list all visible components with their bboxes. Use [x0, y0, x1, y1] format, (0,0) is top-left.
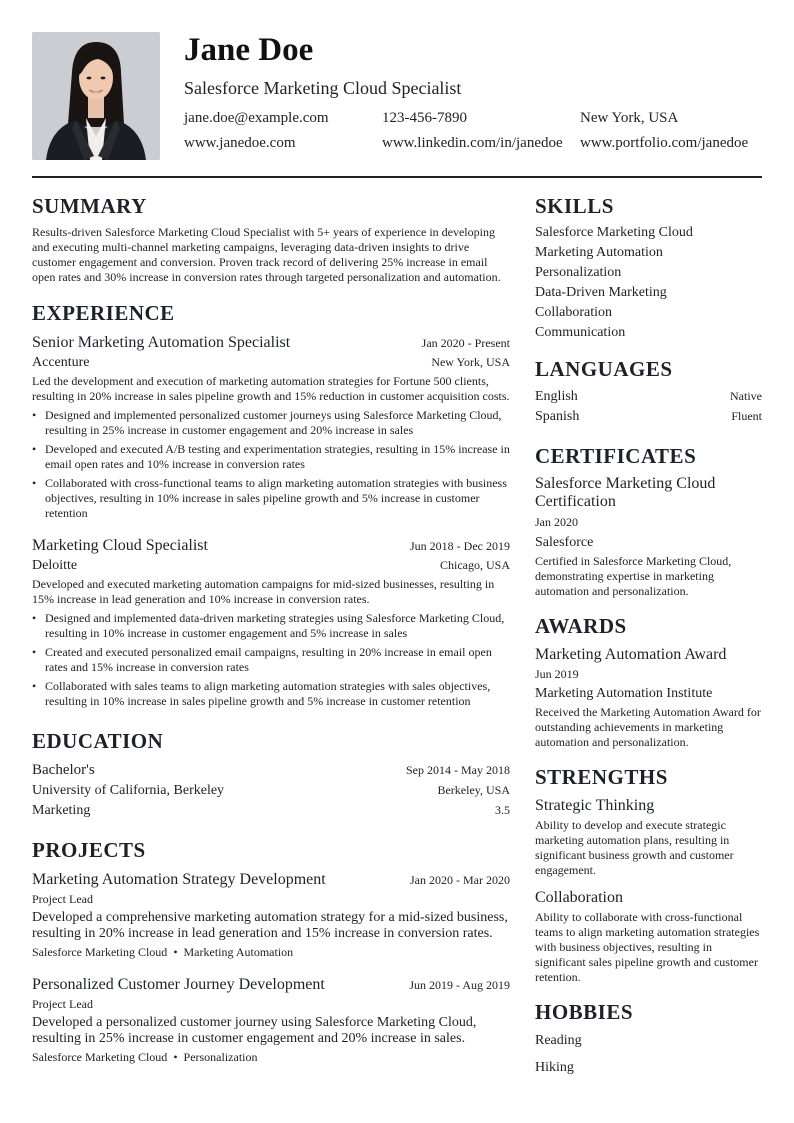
experience-section [32, 300, 510, 709]
header-divider [32, 176, 762, 178]
language-item [535, 386, 762, 406]
job-role: Senior Marketing Automation Specialist [32, 334, 291, 351]
skill-item: Collaboration [535, 305, 612, 320]
skills-heading: SKILLS [535, 194, 614, 218]
project-description: Developed a personalized customer journey using Salesforce Marketing Cloud, resulting in 25% increase in customer engagement and 20% increase in sales. [32, 1015, 477, 1046]
project-dates: Jan 2020 - Mar 2020 [410, 873, 510, 887]
job-description: Developed and executed marketing automation campaigns for mid-sized businesses, resulting in 15% increase in lead generation and 10% increase in conversion rates. [32, 577, 495, 606]
strength-name: Collaboration [535, 889, 623, 906]
project-tag: Salesforce Marketing Cloud [32, 945, 168, 959]
job-company: Deloitte [32, 558, 78, 573]
education-school: University of California, Berkeley [32, 783, 225, 798]
job-bullet: • Designed and implemented data-driven marketing strategies using Salesforce Marketing Cloud, resulting in 10% increase in customer engagement and 5% increase in sales [32, 611, 510, 641]
project-tag: Marketing Automation [183, 945, 294, 959]
education-dates: Sep 2014 - May 2018 [406, 763, 510, 777]
candidate-title: Salesforce Marketing Cloud Specialist [184, 78, 462, 98]
strengths-heading: STRENGTHS [535, 765, 668, 789]
job-bullet: • Collaborated with cross-functional teams to align marketing automation strategies with business objectives, resulting in 10% increase in sales pipeline growth and 5% increase in customer retention [32, 476, 510, 521]
skill-item: Marketing Automation [535, 245, 663, 260]
job-description: Led the development and execution of marketing automation strategies for Fortune 500 clients, resulting in 20% increase in sales pipeline growth and 15% reduction in customer acquisition costs. [32, 374, 510, 403]
skills-section [535, 193, 762, 343]
hobbies-section [535, 999, 762, 1078]
education-heading: EDUCATION [32, 729, 164, 753]
certificate-issuer: Salesforce [535, 535, 594, 550]
project-description: Developed a comprehensive marketing automation strategy for a mid-sized business, resulting in 20% increase in lead generation and 15% increase in conversion rates. [32, 910, 508, 941]
project-tag: Salesforce Marketing Cloud [32, 1050, 168, 1064]
certificates-heading: CERTIFICATES [535, 444, 697, 468]
certificate-name: Salesforce Marketing Cloud Certification [535, 475, 716, 510]
award-date: Jun 2019 [535, 667, 579, 681]
job-company: Accenture [32, 355, 90, 370]
project-role: Project Lead [32, 997, 93, 1011]
education-field: Marketing [32, 803, 91, 818]
contact-website[interactable]: www.janedoe.com [184, 135, 296, 151]
job-location: New York, USA [431, 355, 510, 369]
hobbies-heading: HOBBIES [535, 1000, 634, 1024]
hobby-item: Hiking [535, 1060, 574, 1075]
resume-header [32, 32, 762, 160]
skill-item: Personalization [535, 265, 622, 280]
candidate-name: Jane Doe [184, 32, 314, 68]
project-title: Personalized Customer Journey Development [32, 976, 325, 993]
skills-list [535, 223, 762, 343]
award-name: Marketing Automation Award [535, 646, 727, 663]
contact-email[interactable]: jane.doe@example.com [184, 110, 329, 126]
award-description: Received the Marketing Automation Award for outstanding achievements in marketing automation and personalization. [535, 705, 761, 749]
job-bullet: • Created and executed personalized email campaigns, resulting in 20% increase in email open rates and 15% increase in conversion rates [32, 645, 510, 675]
language-level: Fluent [731, 409, 762, 423]
project-dates: Jun 2019 - Aug 2019 [409, 978, 510, 992]
contact-location: New York, USA [580, 110, 679, 126]
awards-heading: AWARDS [535, 614, 627, 638]
languages-heading: LANGUAGES [535, 357, 673, 381]
contact-linkedin[interactable]: www.linkedin.com/in/janedoe [382, 135, 563, 151]
contact-phone[interactable]: 123-456-7890 [382, 110, 467, 126]
strengths-section [535, 764, 762, 985]
experience-entry [32, 333, 510, 521]
strength-name: Strategic Thinking [535, 797, 655, 814]
education-degree: Bachelor's [32, 762, 95, 778]
projects-section [32, 837, 510, 1065]
tag-separator: • [173, 1050, 178, 1064]
profile-photo [32, 32, 160, 160]
language-name: Spanish [535, 409, 580, 424]
language-item [535, 406, 762, 426]
certificate-date: Jan 2020 [535, 515, 578, 529]
awards-section [535, 613, 762, 750]
summary-heading: SUMMARY [32, 194, 147, 218]
right-column [535, 193, 762, 1078]
education-location: Berkeley, USA [437, 783, 510, 797]
summary-section [32, 193, 510, 285]
languages-section [535, 356, 762, 426]
job-bullet: • Developed and executed A/B testing and experimentation strategies, resulting in 15% increase in email open rates and 10% increase in conversion rates [32, 442, 510, 472]
job-bullets [32, 611, 510, 709]
summary-text: Results-driven Salesforce Marketing Cloud Specialist with 5+ years of experience in developing and executing multi-channel marketing campaigns, leveraging data-driven insights to drive customer engagement and conversion. Proven track record of delivering 25% increase in email open rates and 30% increase in conversion rates through targeted personalization and automation. [32, 225, 501, 284]
project-entry [32, 975, 510, 1065]
job-dates: Jan 2020 - Present [421, 336, 510, 350]
project-entry [32, 870, 510, 960]
skill-item: Communication [535, 325, 626, 340]
experience-entry [32, 536, 510, 709]
project-title: Marketing Automation Strategy Development [32, 871, 326, 888]
education-gpa: 3.5 [495, 803, 510, 817]
project-tag: Personalization [183, 1050, 258, 1064]
projects-heading: PROJECTS [32, 838, 146, 862]
experience-heading: EXPERIENCE [32, 301, 175, 325]
project-tags [32, 1050, 510, 1065]
left-column [32, 193, 510, 1065]
strength-description: Ability to develop and execute strategic marketing automation plans, resulting in significant business growth and customer engagement. [535, 818, 734, 877]
hobby-item: Reading [535, 1033, 582, 1048]
certificate-description: Certified in Salesforce Marketing Cloud, demonstrating expertise in marketing automation and personalization. [535, 554, 732, 598]
project-role: Project Lead [32, 892, 93, 906]
award-issuer: Marketing Automation Institute [535, 686, 713, 701]
language-name: English [535, 389, 578, 404]
job-bullets [32, 408, 510, 521]
hobbies-list [535, 1031, 762, 1078]
job-bullet: • Collaborated with sales teams to align marketing automation strategies with sales objectives, resulting in 10% increase in sales pipeline growth and 5% increase in customer retention [32, 679, 510, 709]
tag-separator: • [173, 945, 178, 959]
job-bullet: • Designed and implemented personalized customer journeys using Salesforce Marketing Cloud, resulting in 25% increase in customer engagement and 20% increase in sales [32, 408, 510, 438]
profile-photo-illustration [32, 32, 160, 160]
job-dates: Jun 2018 - Dec 2019 [410, 539, 510, 553]
skill-item: Salesforce Marketing Cloud [535, 225, 693, 240]
language-level: Native [730, 389, 762, 403]
contact-portfolio[interactable]: www.portfolio.com/janedoe [580, 135, 749, 151]
skill-item: Data-Driven Marketing [535, 285, 667, 300]
strength-description: Ability to collaborate with cross-functional teams to align marketing automation strategies with business objectives, resulting in significant sales pipeline growth and customer retention. [535, 910, 760, 984]
job-role: Marketing Cloud Specialist [32, 537, 208, 554]
project-tags [32, 945, 510, 960]
job-location: Chicago, USA [440, 558, 510, 572]
certificates-section [535, 443, 762, 599]
education-section [32, 728, 510, 819]
